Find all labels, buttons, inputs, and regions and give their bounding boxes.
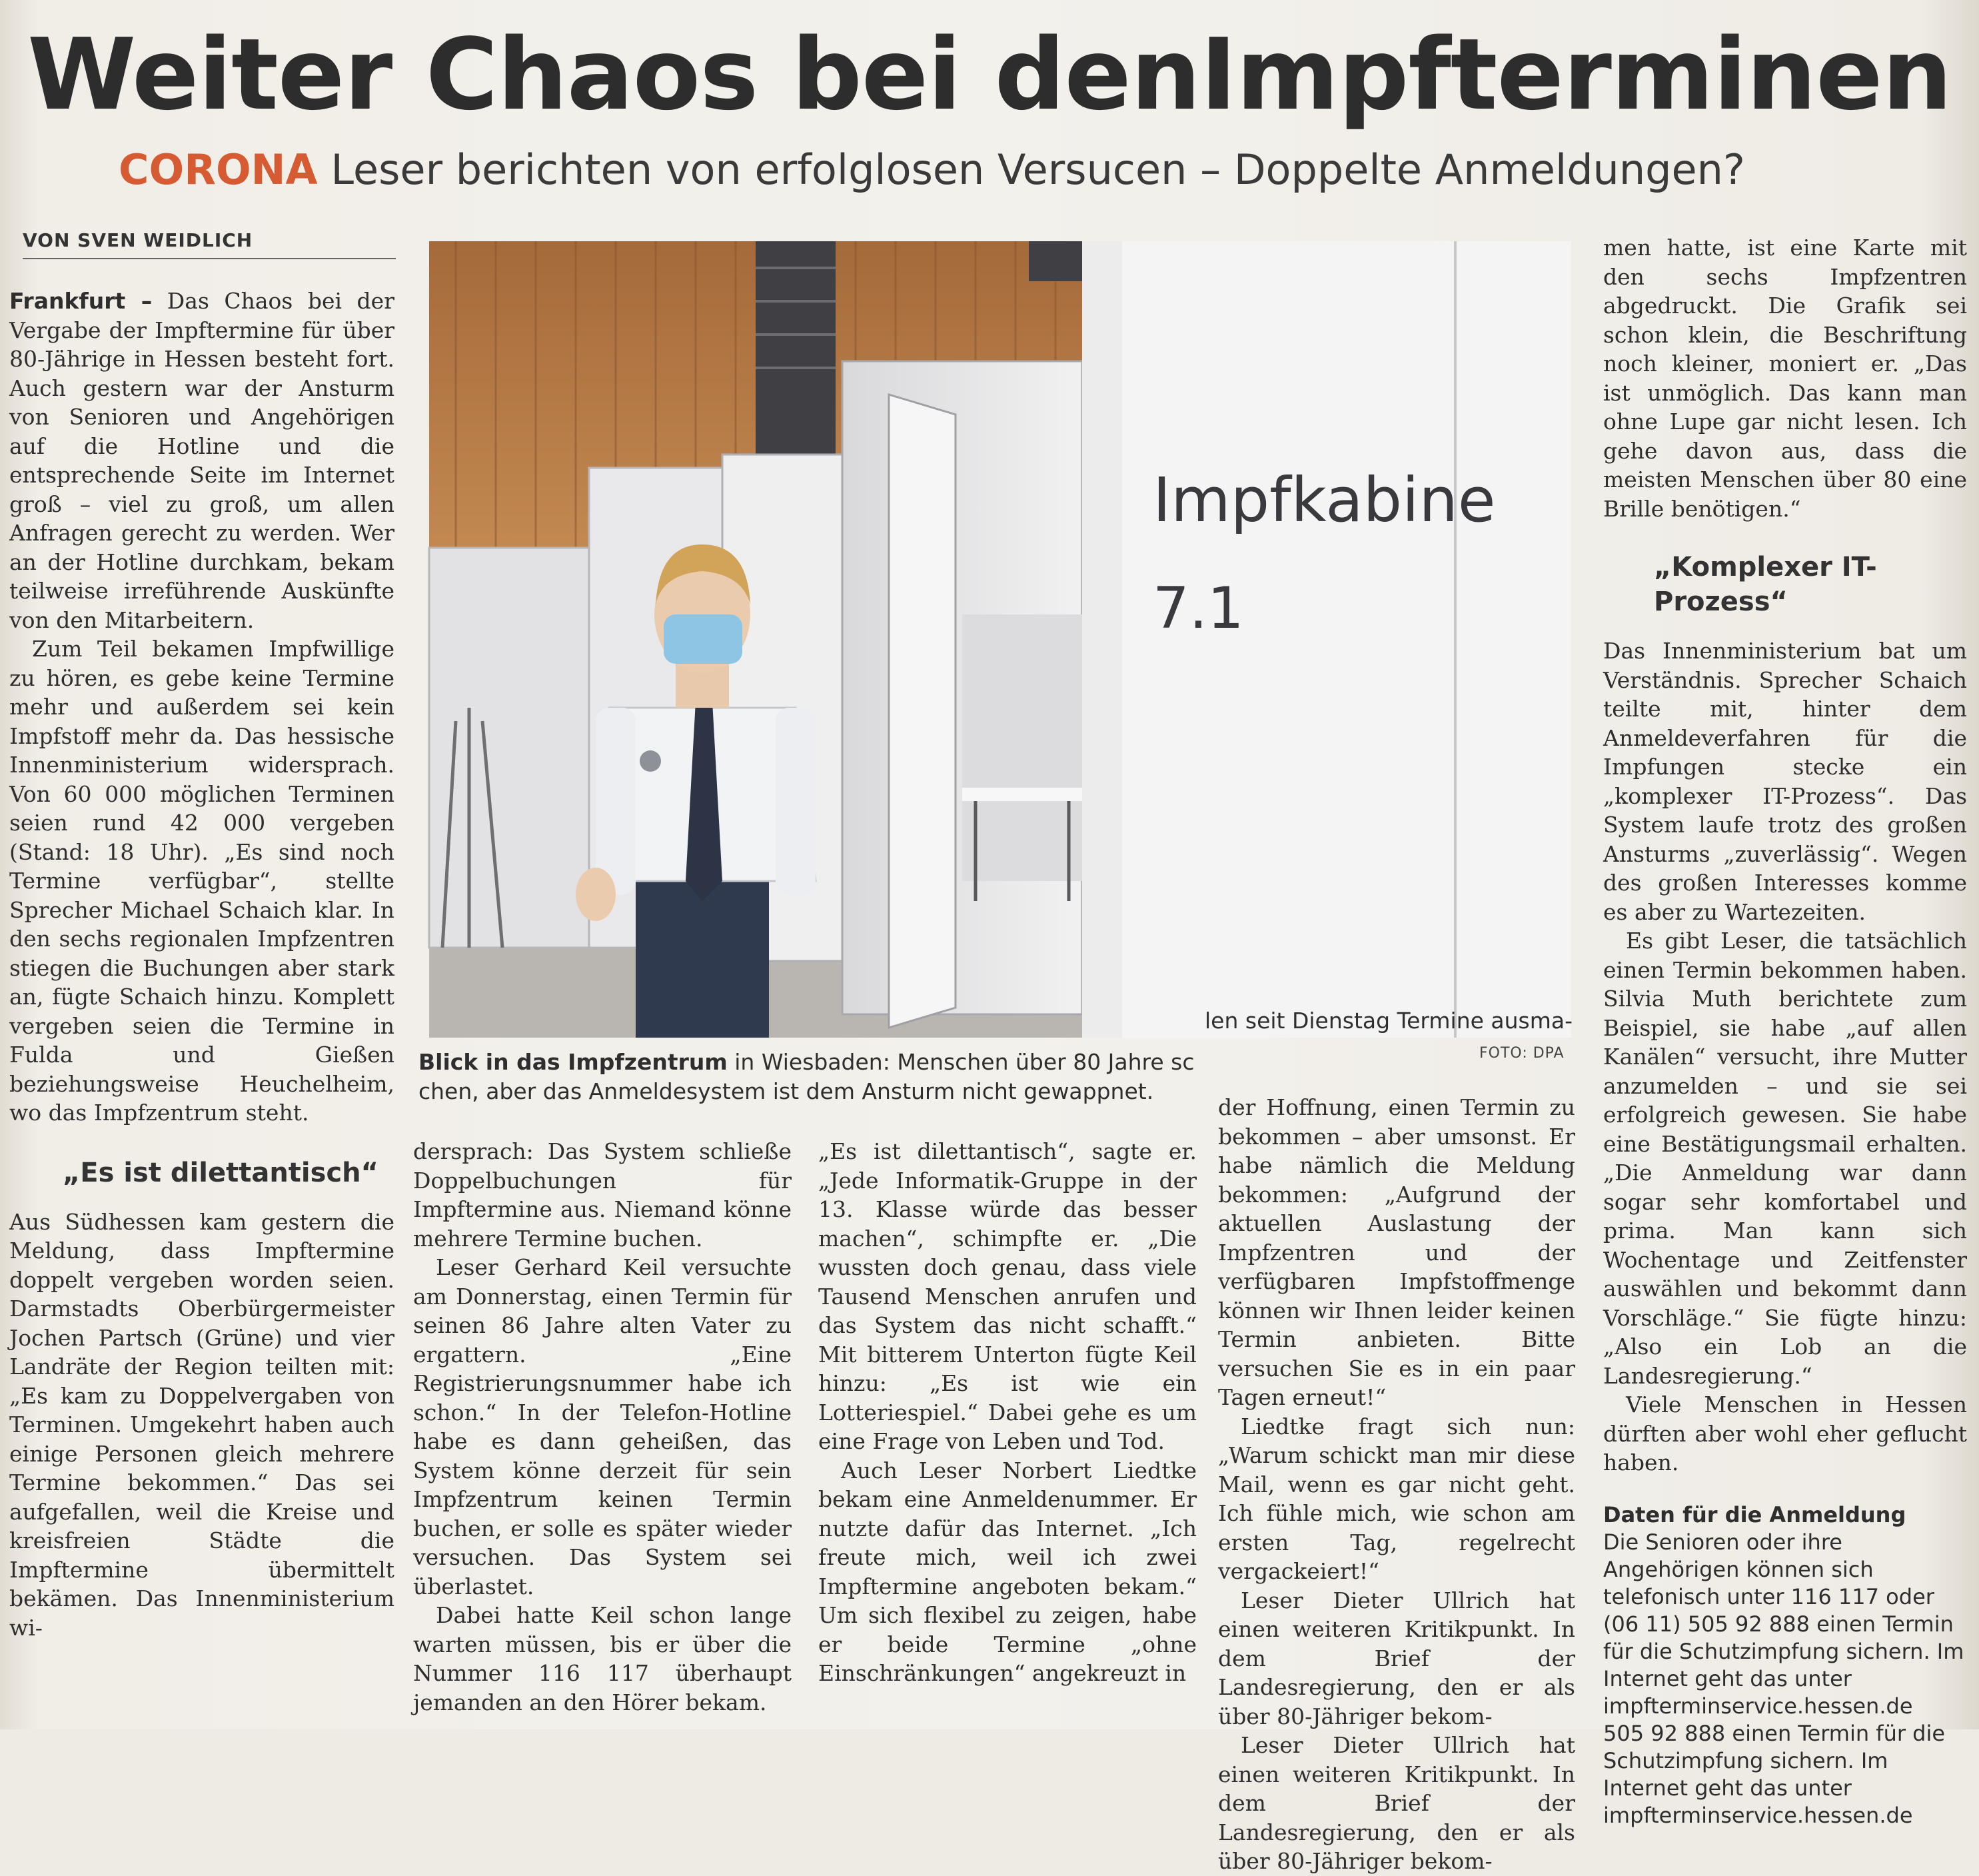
- paragraph: [9, 287, 394, 634]
- byline: VON SVEN WEIDLICH: [23, 229, 396, 259]
- info-text-duplicate: 505 92 888 einen Termin für die Schutzimpfung sichern. Im Internet geht das unter impfterminservice.hessen.de: [1603, 1720, 1946, 1828]
- caption-text-2: chen, aber das Anmeldesystem ist dem Ansturm nicht gewappnet.: [418, 1078, 1154, 1104]
- paragraph: men hatte, ist eine Karte mit den sechs Impfzentren abgedruckt. Die Grafik sei schon klein, die Beschriftung noch kleiner, moniert er. „Das ist unmöglich. Das kann man ohne Lupe gar nicht lesen. Ich gehe davon aus, dass die meisten Menschen über 80 eine Brille benötigen.“: [1603, 235, 1967, 522]
- subheadline-row: [119, 145, 1958, 194]
- paragraph: Leser Dieter Ullrich hat einen weiteren Kritikpunkt. In dem Brief der Landesregierung, den er als über 80-Jähriger bekom-: [1218, 1587, 1575, 1729]
- paragraph-duplicate: Leser Dieter Ullrich hat einen weiteren Kritikpunkt. In dem Brief der Landesregierung, den er als über 80-Jähriger bekom-: [1218, 1732, 1575, 1874]
- paragraph: Dabei hatte Keil schon lange warten müssen, bis er über die Nummer 116 117 überhaupt jemanden an den Hörer bekam.: [413, 1602, 792, 1715]
- paragraph: dersprach: Das System schließe Doppelbuchungen für Impftermine aus. Niemand könne mehrere Termine buchen.: [413, 1138, 792, 1252]
- column-3: [818, 1137, 1197, 1688]
- cabin-sign: Impfkabine: [1153, 465, 1496, 536]
- caption-fragment: len seit Dienstag Termine ausma-: [1205, 1008, 1573, 1034]
- column-5: [1603, 233, 1967, 1829]
- paragraph: Viele Menschen in Hessen dürften aber wohl eher geflucht haben.: [1603, 1392, 1967, 1475]
- subhead: „Komplexer IT-Prozess“: [1654, 552, 1877, 617]
- info-title: Daten für die Anmeldung: [1603, 1501, 1906, 1527]
- subheadline: Leser berichten von erfolglosen Versucen – Doppelte Anmeldungen?: [330, 145, 1745, 194]
- column-2: [413, 1137, 792, 1717]
- info-box: [1603, 1501, 1967, 1829]
- paragraph: Auch Leser Norbert Liedtke bekam eine Anmeldenummer. Er nutzte dafür das Internet. „Ich freute mich, weil ich zwei Impftermine angeboten bekam.“ Um sich flexibel zu zeigen, habe er beide Termine „ohne Einschränkungen“ angekreuzt in: [818, 1457, 1197, 1686]
- photo-illustration: [429, 241, 1571, 1038]
- caption-text-1: in Wiesbaden: Menschen über 80 Jahre sc: [727, 1049, 1195, 1075]
- headline: Weiter Chaos bei denImpfterminen: [27, 17, 1952, 132]
- paragraph: „Es ist dilettantisch“, sagte er. „Jede Informatik-Gruppe in der 13. Klasse würde das besser machen“, schimpfte er. „Die wussten doch genau, dass viele Tausend Menschen anrufen und das System das nicht schafft.“ Mit bitterem Unterton fügte Keil hinzu: „Es ist wie ein Lotteriespiel.“ Dabei gehe es um eine Frage von Leben und Tod.: [818, 1138, 1197, 1454]
- paragraph-text: Das Chaos bei der Vergabe der Impftermine für über 80-Jährige in Hessen besteht fort. Auch gestern war der Ansturm von Senioren und Angehörigen auf die Hotline und die entsprechende Seite im Internet groß – viel zu groß, um allen Anfragen gerecht zu werden. Wer an der Hotline durchkam, bekam teilweise irreführende Auskünfte von den Mitarbeitern.: [9, 288, 394, 633]
- cabin-number: 7.1: [1153, 575, 1244, 642]
- paragraph: Aus Südhessen kam gestern die Meldung, dass Impftermine doppelt vergeben worden seien. Darmstadts Oberbürgermeister Jochen Partsch (Grüne) und vier Landräte der Region teilten mit: „Es kam zu Doppelvergaben von Terminen. Umgekehrt haben auch einige Personen gleich mehrere Termine bekommen.“ Das sei aufgefallen, weil die Kreise und kreisfreien Städte die Impftermine übermittelt bekämen. Das Innenministerium wi-: [9, 1208, 394, 1641]
- photo-credit: FOTO: DPA: [1479, 1045, 1565, 1062]
- paragraph: der Hoffnung, einen Termin zu bekommen – aber umsonst. Er habe nämlich die Meldung bekommen: „Aufgrund der aktuellen Auslastung der Impfzentren und der verfügbaren Impfstoffmenge können wir Ihnen leider keinen Termin anbieten. Bitte versuchen Sie es in ein paar Tagen erneut!“: [1218, 1094, 1575, 1410]
- dateline: Frankfurt –: [9, 288, 153, 314]
- paragraph: Zum Teil bekamen Impfwillige zu hören, es gebe keine Termine mehr und außerdem sei kein Impfstoff mehr da. Das hessische Innenministerium widersprach. Von 60 000 möglichen Terminen seien rund 42 000 vergeben (Stand: 18 Uhr). „Es sind noch Termine verfügbar“, stellte Sprecher Michael Schaich klar. In den sechs regionalen Impfzentren stiegen die Buchungen aber stark an, fügte Schaich hinzu. Komplett vergeben seien die Termine in Fulda und Gießen beziehungsweise Heuchelheim, wo das Impfzentrum steht.: [9, 636, 394, 1126]
- column-4: [1218, 1093, 1575, 1876]
- article-photo: [429, 241, 1571, 1038]
- paragraph: Leser Gerhard Keil versuchte am Donnerstag, einen Termin für seinen 86 Jahre alten Vater zu ergattern. „Eine Registrierungsnummer habe ich schon.“ In der Telefon-Hotline habe es dann geheißen, das System könne derzeit für sein Impfzentrum keinen Termin buchen, er solle es später wieder versuchen. Das System sei überlastet.: [413, 1254, 792, 1599]
- paragraph: Das Innenministerium bat um Verständnis. Sprecher Schaich teilte mit, hinter dem Anmeldeverfahren für die Impfungen stecke ein „komplexer IT-Prozess“. Das System laufe trotz des großen Ansturms „zuverlässig“. Wegen des großen Interesses komme es aber zu Wartezeiten.: [1603, 638, 1967, 925]
- paragraph: Liedtke fragt sich nun: „Warum schickt man mir diese Mail, wenn es gar nicht geht. Ich fühle mich, wie schon am ersten Tag, regelrecht vergackeiert!“: [1218, 1413, 1575, 1584]
- subhead: „Es ist dilettantisch“: [63, 1157, 378, 1188]
- info-text: Die Senioren oder ihre Angehörigen können sich telefonisch unter 116 117 oder (06 11) 505 92 888 einen Termin für die Schutzimpfung sichern. Im Internet geht das unter impfterminservice.hessen.de: [1603, 1529, 1964, 1719]
- column-1: [9, 287, 394, 1642]
- paragraph: Es gibt Leser, die tatsächlich einen Termin bekommen haben. Silvia Muth berichtete zum Beispiel, sie habe „auf allen Kanälen“ versucht, ihre Mutter anzumelden – und sie sei erfolgreich gewesen. Sie habe eine Bestätigungsmail erhalten. „Die Anmeldung war dann sogar sehr komfortabel und prima. Man kann sich Wochentage und Zeitfenster auswählen und bekommt dann Vorschläge.“ Sie fügte hinzu: „Also ein Lob an die Landesregierung.“: [1603, 928, 1967, 1389]
- kicker: CORONA: [119, 145, 318, 194]
- caption-lead: Blick in das Impfzentrum: [418, 1049, 728, 1075]
